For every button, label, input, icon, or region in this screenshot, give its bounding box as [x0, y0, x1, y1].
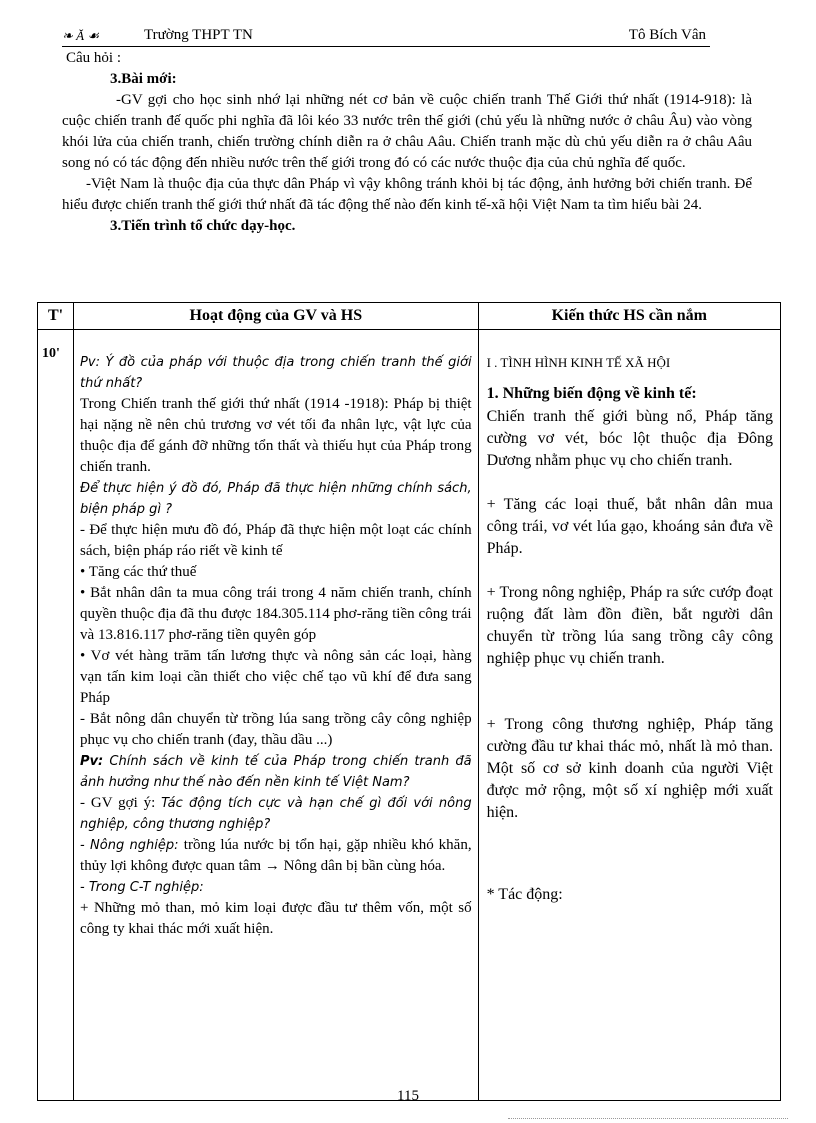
question-2: Để thực hiện ý đồ đó, Pháp đã thực hiện những chính sách, biện pháp gì ? — [80, 481, 472, 517]
agriculture-note — [80, 835, 472, 877]
teacher-hint-label: - GV gợi ý: — [80, 795, 162, 811]
answer-2: - Để thực hiện mưu đồ đó, Pháp đã thực hiện một loạt các chính sách, biện pháp ráo riết về kinh tế — [80, 522, 472, 559]
spacer — [487, 670, 773, 714]
knowledge-section-title: I . TÌNH HÌNH KINH TẾ XÃ HỘI — [486, 355, 671, 370]
time-cell: 10' — [38, 330, 74, 1101]
question-1: Pv: Ý đồ của pháp với thuộc địa trong chiến tranh thế giới thứ nhất? — [80, 355, 472, 391]
industry-label: - Trong C-T nghiệp: — [80, 880, 204, 895]
spacer — [487, 560, 773, 582]
school-name: Trường THPT TN — [144, 27, 253, 43]
agriculture-text: trồng lúa nước bị tổn hại, gặp nhiều khó khăn, thủy lợi không được quan tâm → Nông dân bị bần cùng hóa. — [80, 837, 472, 874]
bullet-taxes: • Tăng các thứ thuế — [80, 564, 197, 580]
knowledge-paragraph-4: + Trong công thương nghiệp, Pháp tăng cường đầu tư khai thác mỏ, nhất là mỏ than. Một số cơ sở kinh doanh của người Việt được mở rộng, một số xí nghiệp mới xuất hiện. — [486, 716, 773, 821]
agriculture-label: - Nông nghiệp: — [80, 838, 184, 853]
question-3-label: Pv: — [80, 754, 104, 769]
header-knowledge: Kiến thức HS cần nắm — [478, 303, 780, 330]
header-logo: ❧ Ă ☙ — [62, 28, 99, 43]
header-activity: Hoạt động của GV và HS — [74, 303, 479, 330]
knowledge-cell — [478, 330, 780, 1101]
knowledge-subsection-title: 1. Những biến động về kinh tế: — [486, 385, 697, 402]
activity-cell — [74, 330, 479, 1101]
header-time: T' — [38, 303, 74, 330]
table-header-row — [38, 303, 781, 330]
question-label: Câu hỏi : — [66, 50, 121, 66]
table-row — [38, 330, 781, 1101]
bullet-bonds: • Bắt nhân dân ta mua công trái trong 4 năm chiến tranh, chính quyền thuộc địa đã thu được 184.305.114 phơ-răng tiền công trái và 13.816.117 phơ-răng tiền quyên góp — [80, 585, 472, 643]
question-3 — [80, 751, 472, 793]
author-name: Tô Bích Vân — [628, 27, 706, 43]
section-new-lesson: 3.Bài mới: — [110, 71, 177, 87]
answer-1: Trong Chiến tranh thế giới thứ nhất (1914 -1918): Pháp bị thiệt hại nặng nề nên chủ trương vơ vét tối đa nhân lực, vật lực của thuộc địa để gánh đỡ những tổn thất và thiếu hụt của Pháp trong chiến tranh. — [80, 396, 472, 475]
industry-text: + Những mỏ than, mỏ kim loại được đầu tư thêm vốn, một số công ty khai thác mới xuất hiện. — [80, 900, 472, 937]
knowledge-paragraph-3: + Trong nông nghiệp, Pháp ra sức cướp đoạt ruộng đất làm đồn điền, bắt người dân chuyển từ trồng lúa sang trồng cây công nghiệp phục vụ chiến tranh. — [486, 584, 773, 667]
intro-paragraph-2: -Việt Nam là thuộc địa của thực dân Pháp vì vậy không tránh khỏi bị tác động, ảnh hưởng bởi chiến tranh. Để hiểu được chiến tranh thế giới thứ nhất đã tác động thế nào đến kinh tế-xã hội Việt Nam ta tìm hiểu bài 24. — [62, 176, 752, 213]
section-process: 3.Tiến trình tổ chức dạy-học. — [110, 218, 296, 234]
page-header — [62, 26, 710, 47]
footer-divider — [508, 1118, 788, 1119]
intro-paragraph-1: -GV gợi cho học sinh nhớ lại những nét cơ bản về cuộc chiến tranh Thế Giới thứ nhất (1914-918): là cuộc chiến tranh đế quốc phi nghĩa đã lôi kéo 33 nước trên thế giới (chủ yếu là những nước ở châu Âu) vào vòng khói lửa của chiến tranh, chiến trường chính diễn ra ở châu Aâu. Chiến tranh mặc dù chủ yếu diễn ra ở châu Aâu song nó có tác động đến nhiều nước trên thế giới trong đó có các nước thuộc địa của chủ nghĩa đế quốc. — [62, 92, 752, 171]
spacer — [487, 824, 773, 884]
bullet-crops: - Bắt nông dân chuyển từ trồng lúa sang trồng cây công nghiệp phục vụ cho chiến tranh (đay, thầu dầu ...) — [80, 711, 472, 748]
bullet-food: • Vơ vét hàng trăm tấn lương thực và nông sản các loại, hàng vạn tấn kim loại cần thiết cho việc chế tạo vũ khí để đưa sang Pháp — [80, 648, 472, 706]
lesson-table — [37, 302, 781, 1101]
question-3-text: Chính sách về kinh tế của Pháp trong chiến tranh đã ảnh hưởng như thế nào đến nền kinh tế Việt Nam? — [80, 754, 472, 790]
knowledge-paragraph-1: Chiến tranh thế giới bùng nổ, Pháp tăng cường vơ vét, bóc lột thuộc địa Đông Dương nhằm phục vụ cho chiến tranh. — [486, 408, 773, 469]
knowledge-impact: * Tác động: — [486, 886, 563, 903]
page-number: 115 — [397, 1088, 419, 1104]
teacher-hint-text: Tác động tích cực và hạn chế gì đối với nông nghiệp, công thương nghiệp? — [80, 796, 472, 832]
teacher-hint — [80, 793, 472, 835]
spacer — [487, 472, 773, 494]
knowledge-paragraph-2: + Tăng các loại thuế, bắt nhân dân mua công trái, vơ vét lúa gạo, khoáng sản đưa về Pháp. — [486, 496, 773, 557]
intro-section — [62, 48, 752, 237]
